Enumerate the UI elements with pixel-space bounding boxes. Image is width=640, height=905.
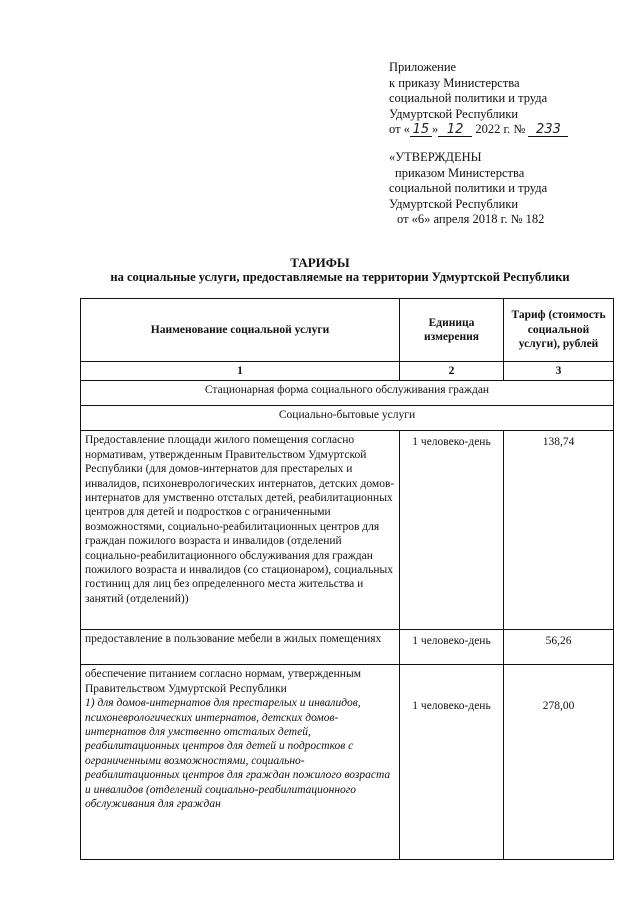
service-price: 138,74 (504, 431, 614, 630)
table-row (81, 431, 614, 630)
column-number: 2 (400, 362, 504, 381)
table-row (81, 630, 614, 665)
column-number: 3 (504, 362, 614, 381)
service-name: Предоставление площади жилого помещения согласно нормативам, утвержденным Правительством Удмуртской Республики (для домов-интернатов для престарелых и инвалидов, психоневрологических интернатов, детских домов-интернатов для умственно отсталых детей, реабилитационных центров для детей и подростков с ограниченными возможностями, социально-реабилитационных центров для граждан пожилого возраста и инвалидов (отделений социально-реабилитационного обслуживания для граждан пожилого возраста и инвалидов (со стационаром), социальных гостиниц для лиц без определенного места жительства и занятий (отделений)) (81, 431, 400, 630)
column-number: 1 (81, 362, 400, 381)
appendix-header (389, 60, 634, 138)
order-date-line (389, 122, 634, 138)
table-row (81, 665, 614, 860)
service-unit: 1 человеко-день (400, 665, 504, 860)
service-name: предоставление в пользование мебели в жилых помещениях (81, 630, 400, 665)
approved-line-3: социальной политики и труда (389, 181, 548, 195)
date-prefix: от « (389, 122, 410, 136)
approved-block (389, 150, 634, 228)
handwritten-order-number: 233 (528, 123, 568, 137)
column-number-row (81, 362, 614, 381)
approved-line-1: «УТВЕРЖДЕНЫ (389, 150, 482, 164)
service-price: 56,26 (504, 630, 614, 665)
section-heading-social-household: Социально-бытовые услуги (81, 406, 614, 431)
service-unit: 1 человеко-день (400, 431, 504, 630)
section-row (81, 406, 614, 431)
approved-line-4: Удмуртской Республики (389, 196, 519, 211)
date-year: 2022 г. № (472, 122, 526, 136)
service-unit: 1 человеко-день (400, 630, 504, 665)
handwritten-month: 12 (438, 123, 472, 137)
service-price: 278,00 (504, 665, 614, 860)
appendix-line-2: к приказу Министерства (389, 75, 520, 90)
tariffs-table (80, 298, 614, 860)
section-heading-stationary: Стационарная форма социального обслуживания граждан (81, 381, 614, 406)
service-subitem: 1) для домов-интернатов для престарелых и инвалидов, психоневрологических интернатов, детских домов-интернатов для умственно отсталых детей, реабилитационных центров для детей и подростков с ограниченными возможностями, социально-реабилитационных центров для граждан пожилого возраста и инвалидов (отделений социально-реабилитационного обслуживания для граждан (85, 697, 391, 811)
document-title: ТАРИФЫ (290, 255, 350, 270)
appendix-line-1: Приложение (389, 60, 457, 74)
service-name-cell (81, 665, 400, 860)
table-header-row (81, 299, 614, 362)
section-row (81, 381, 614, 406)
column-header-tariff: Тариф (стоимость социальной услуги), рублей (504, 299, 614, 362)
approved-line-5: от «6» апреля 2018 г. № 182 (397, 212, 545, 226)
approved-line-2: приказом Министерства (395, 165, 525, 180)
appendix-line-4: Удмуртской Республики (389, 106, 519, 121)
column-header-unit: Единица измерения (400, 299, 504, 362)
column-header-service: Наименование социальной услуги (81, 299, 400, 362)
handwritten-day: 15 (410, 123, 432, 137)
document-subtitle: на социальные услуги, предоставляемые на территории Удмуртской Республики (110, 270, 570, 284)
date-mid: » (431, 122, 439, 136)
appendix-line-3: социальной политики и труда (389, 91, 548, 105)
service-name: обеспечение питанием согласно нормам, утвержденным Правительством Удмуртской Республики (85, 668, 361, 695)
